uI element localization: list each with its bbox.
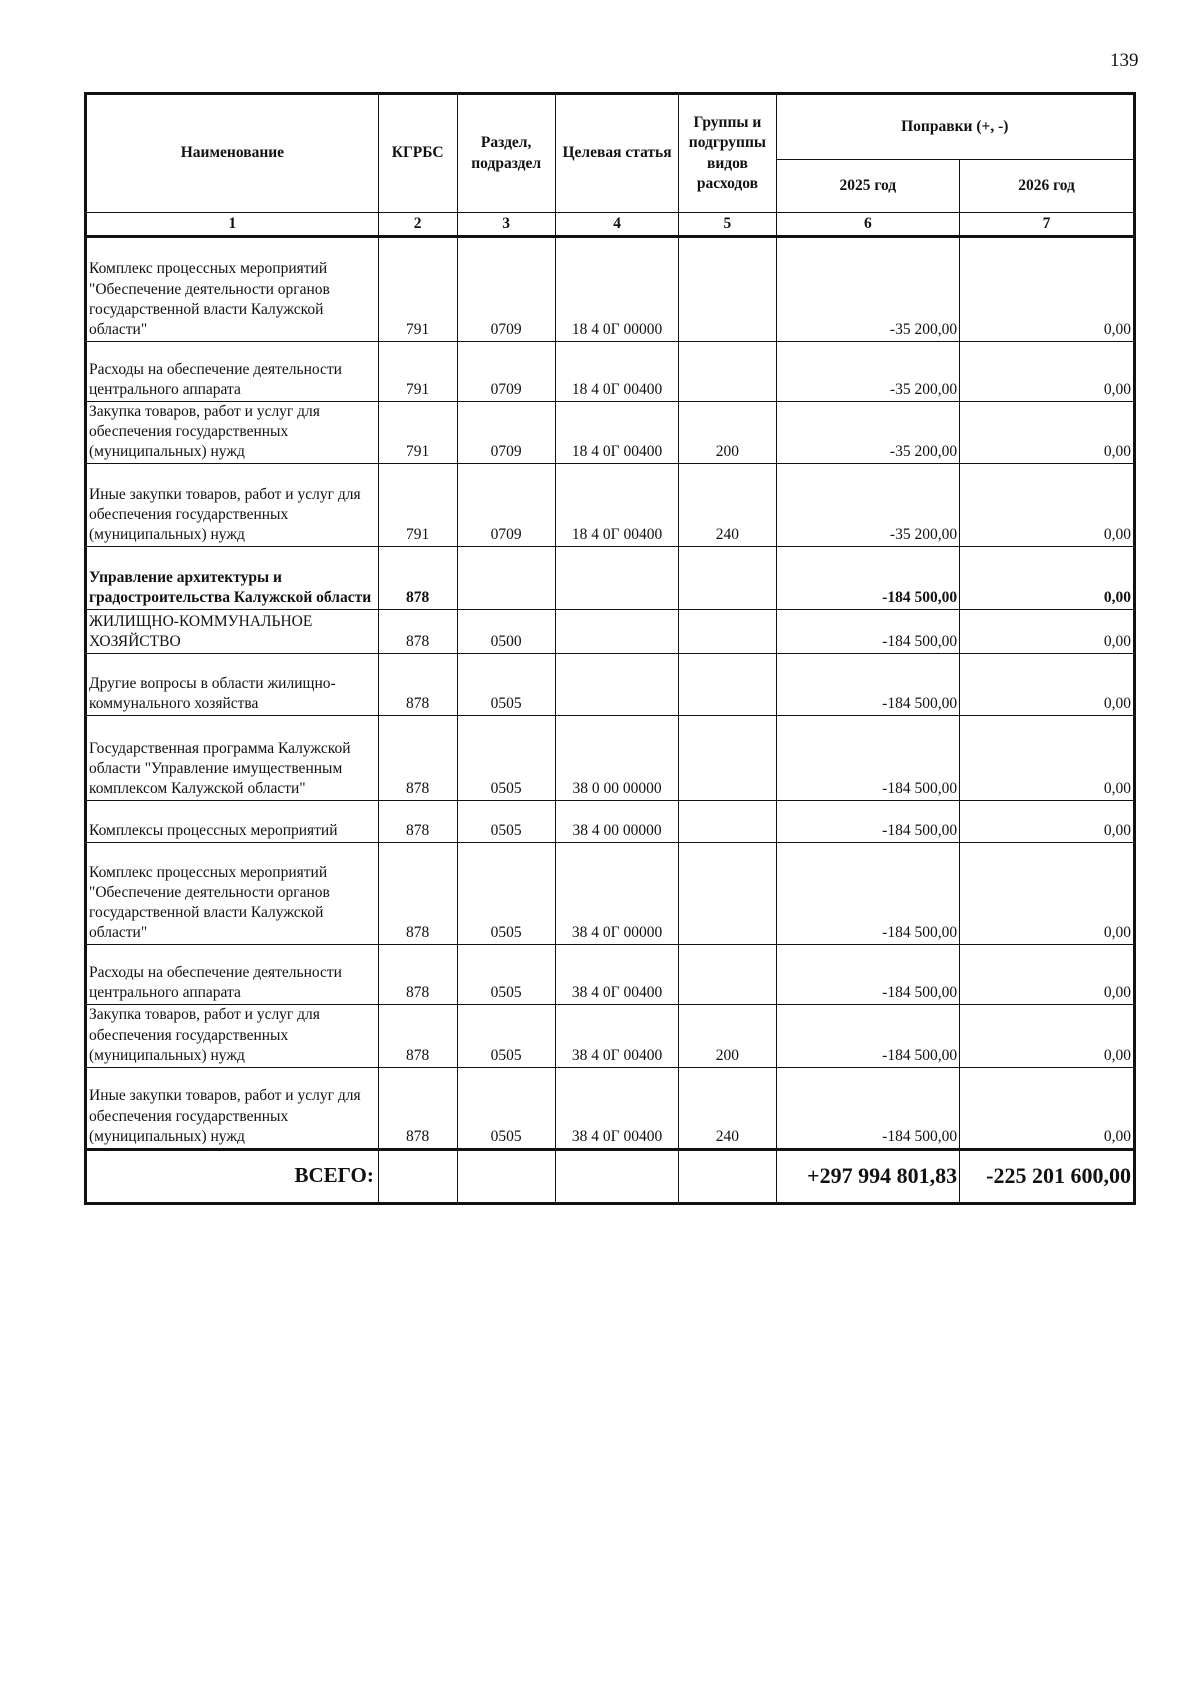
cell-target: 38 4 0Г 00400 bbox=[555, 945, 678, 1005]
cell-name: Иные закупки товаров, работ и услуг для обеспечения государственных (муниципальных) нужд bbox=[86, 1067, 379, 1149]
table-row bbox=[86, 342, 1135, 402]
header-year-2025: 2025 год bbox=[776, 160, 960, 213]
cell-2025: -184 500,00 bbox=[776, 547, 960, 610]
cell-2025: -184 500,00 bbox=[776, 654, 960, 716]
cell-kgrbs: 878 bbox=[378, 547, 457, 610]
column-number: 7 bbox=[960, 213, 1135, 237]
cell-target: 38 0 00 00000 bbox=[555, 716, 678, 801]
cell-2026: 0,00 bbox=[960, 342, 1135, 402]
cell-2026: 0,00 bbox=[960, 610, 1135, 654]
cell-group: 240 bbox=[679, 1067, 776, 1149]
cell-2026: 0,00 bbox=[960, 464, 1135, 547]
cell-2026: 0,00 bbox=[960, 843, 1135, 945]
cell-name: ЖИЛИЩНО-КОММУНАЛЬНОЕ ХОЗЯЙСТВО bbox=[86, 610, 379, 654]
cell-2026: 0,00 bbox=[960, 547, 1135, 610]
cell-kgrbs: 878 bbox=[378, 945, 457, 1005]
table-row bbox=[86, 547, 1135, 610]
header-groups: Группы и подгруппы видов расходов bbox=[679, 94, 776, 213]
table-body bbox=[86, 237, 1135, 1204]
cell-kgrbs: 791 bbox=[378, 237, 457, 342]
cell-2026: 0,00 bbox=[960, 945, 1135, 1005]
cell-2026: 0,00 bbox=[960, 716, 1135, 801]
cell-group bbox=[679, 610, 776, 654]
budget-amendments-table bbox=[84, 92, 1136, 1205]
column-number: 4 bbox=[555, 213, 678, 237]
cell-name: Комплексы процессных мероприятий bbox=[86, 801, 379, 843]
cell-kgrbs: 878 bbox=[378, 801, 457, 843]
cell-2025: -184 500,00 bbox=[776, 945, 960, 1005]
header-section: Раздел, подраздел bbox=[457, 94, 555, 213]
cell-section: 0709 bbox=[457, 402, 555, 464]
cell-name: Комплекс процессных мероприятий "Обеспечение деятельности органов государственной власти Калужской области" bbox=[86, 843, 379, 945]
cell-target bbox=[555, 610, 678, 654]
table-row bbox=[86, 1005, 1135, 1067]
cell-target: 38 4 00 00000 bbox=[555, 801, 678, 843]
table-row bbox=[86, 610, 1135, 654]
cell-section: 0709 bbox=[457, 464, 555, 547]
total-label: ВСЕГО: bbox=[86, 1149, 379, 1203]
cell-section bbox=[457, 547, 555, 610]
table-header bbox=[86, 94, 1135, 237]
cell-kgrbs: 878 bbox=[378, 1005, 457, 1067]
cell-group bbox=[679, 843, 776, 945]
cell-group bbox=[679, 945, 776, 1005]
cell-target: 18 4 0Г 00400 bbox=[555, 402, 678, 464]
cell-name: Расходы на обеспечение деятельности центрального аппарата bbox=[86, 945, 379, 1005]
column-numbers-row bbox=[86, 213, 1135, 237]
cell-2026: 0,00 bbox=[960, 237, 1135, 342]
cell-name: Комплекс процессных мероприятий "Обеспечение деятельности органов государственной власти Калужской области" bbox=[86, 237, 379, 342]
cell-target: 38 4 0Г 00000 bbox=[555, 843, 678, 945]
total-2025: +297 994 801,83 bbox=[776, 1149, 960, 1203]
table-row bbox=[86, 716, 1135, 801]
cell-2025: -35 200,00 bbox=[776, 342, 960, 402]
cell-target: 38 4 0Г 00400 bbox=[555, 1067, 678, 1149]
cell-target: 18 4 0Г 00000 bbox=[555, 237, 678, 342]
header-year-2026: 2026 год bbox=[960, 160, 1135, 213]
table-row bbox=[86, 237, 1135, 342]
cell-2026: 0,00 bbox=[960, 801, 1135, 843]
table-row bbox=[86, 1067, 1135, 1149]
cell-2025: -184 500,00 bbox=[776, 1067, 960, 1149]
table-row bbox=[86, 945, 1135, 1005]
cell-section: 0505 bbox=[457, 1067, 555, 1149]
table-row bbox=[86, 843, 1135, 945]
table-row bbox=[86, 654, 1135, 716]
cell-group: 200 bbox=[679, 402, 776, 464]
column-number: 2 bbox=[378, 213, 457, 237]
total-empty-cell bbox=[378, 1149, 457, 1203]
cell-name: Управление архитектуры и градостроительства Калужской области bbox=[86, 547, 379, 610]
cell-section: 0505 bbox=[457, 654, 555, 716]
header-kgrbs: КГРБС bbox=[378, 94, 457, 213]
cell-2025: -35 200,00 bbox=[776, 464, 960, 547]
column-number: 1 bbox=[86, 213, 379, 237]
header-name: Наименование bbox=[86, 94, 379, 213]
cell-group bbox=[679, 547, 776, 610]
cell-2025: -184 500,00 bbox=[776, 1005, 960, 1067]
cell-target: 18 4 0Г 00400 bbox=[555, 464, 678, 547]
cell-section: 0500 bbox=[457, 610, 555, 654]
cell-name: Другие вопросы в области жилищно-коммунального хозяйства bbox=[86, 654, 379, 716]
cell-kgrbs: 791 bbox=[378, 342, 457, 402]
total-empty-cell bbox=[457, 1149, 555, 1203]
cell-target: 18 4 0Г 00400 bbox=[555, 342, 678, 402]
column-number: 6 bbox=[776, 213, 960, 237]
cell-kgrbs: 791 bbox=[378, 402, 457, 464]
cell-name: Закупка товаров, работ и услуг для обеспечения государственных (муниципальных) нужд bbox=[86, 1005, 379, 1067]
cell-2025: -184 500,00 bbox=[776, 843, 960, 945]
cell-kgrbs: 878 bbox=[378, 654, 457, 716]
header-amendments: Поправки (+, -) bbox=[776, 94, 1134, 160]
cell-2025: -184 500,00 bbox=[776, 716, 960, 801]
header-target: Целевая статья bbox=[555, 94, 678, 213]
total-row bbox=[86, 1149, 1135, 1203]
table-row bbox=[86, 402, 1135, 464]
cell-section: 0505 bbox=[457, 843, 555, 945]
total-empty-cell bbox=[555, 1149, 678, 1203]
cell-name: Закупка товаров, работ и услуг для обеспечения государственных (муниципальных) нужд bbox=[86, 402, 379, 464]
column-number: 5 bbox=[679, 213, 776, 237]
cell-section: 0505 bbox=[457, 716, 555, 801]
cell-2025: -35 200,00 bbox=[776, 402, 960, 464]
cell-kgrbs: 878 bbox=[378, 610, 457, 654]
cell-group: 240 bbox=[679, 464, 776, 547]
cell-2026: 0,00 bbox=[960, 1005, 1135, 1067]
cell-section: 0505 bbox=[457, 945, 555, 1005]
cell-kgrbs: 791 bbox=[378, 464, 457, 547]
total-2026: -225 201 600,00 bbox=[960, 1149, 1135, 1203]
page-number: 139 bbox=[1110, 50, 1139, 71]
column-number: 3 bbox=[457, 213, 555, 237]
cell-name: Расходы на обеспечение деятельности центрального аппарата bbox=[86, 342, 379, 402]
cell-2026: 0,00 bbox=[960, 402, 1135, 464]
cell-section: 0505 bbox=[457, 801, 555, 843]
table-row bbox=[86, 464, 1135, 547]
cell-section: 0709 bbox=[457, 342, 555, 402]
cell-target: 38 4 0Г 00400 bbox=[555, 1005, 678, 1067]
cell-2026: 0,00 bbox=[960, 1067, 1135, 1149]
cell-kgrbs: 878 bbox=[378, 843, 457, 945]
cell-group bbox=[679, 237, 776, 342]
cell-kgrbs: 878 bbox=[378, 1067, 457, 1149]
cell-target bbox=[555, 654, 678, 716]
cell-section: 0709 bbox=[457, 237, 555, 342]
cell-group bbox=[679, 801, 776, 843]
table-row bbox=[86, 801, 1135, 843]
cell-name: Иные закупки товаров, работ и услуг для обеспечения государственных (муниципальных) нужд bbox=[86, 464, 379, 547]
cell-group bbox=[679, 716, 776, 801]
cell-section: 0505 bbox=[457, 1005, 555, 1067]
cell-group bbox=[679, 654, 776, 716]
cell-2025: -184 500,00 bbox=[776, 610, 960, 654]
cell-2025: -35 200,00 bbox=[776, 237, 960, 342]
cell-target bbox=[555, 547, 678, 610]
cell-group: 200 bbox=[679, 1005, 776, 1067]
total-empty-cell bbox=[679, 1149, 776, 1203]
cell-2025: -184 500,00 bbox=[776, 801, 960, 843]
cell-2026: 0,00 bbox=[960, 654, 1135, 716]
cell-name: Государственная программа Калужской области "Управление имущественным комплексом Калужской области" bbox=[86, 716, 379, 801]
cell-kgrbs: 878 bbox=[378, 716, 457, 801]
cell-group bbox=[679, 342, 776, 402]
